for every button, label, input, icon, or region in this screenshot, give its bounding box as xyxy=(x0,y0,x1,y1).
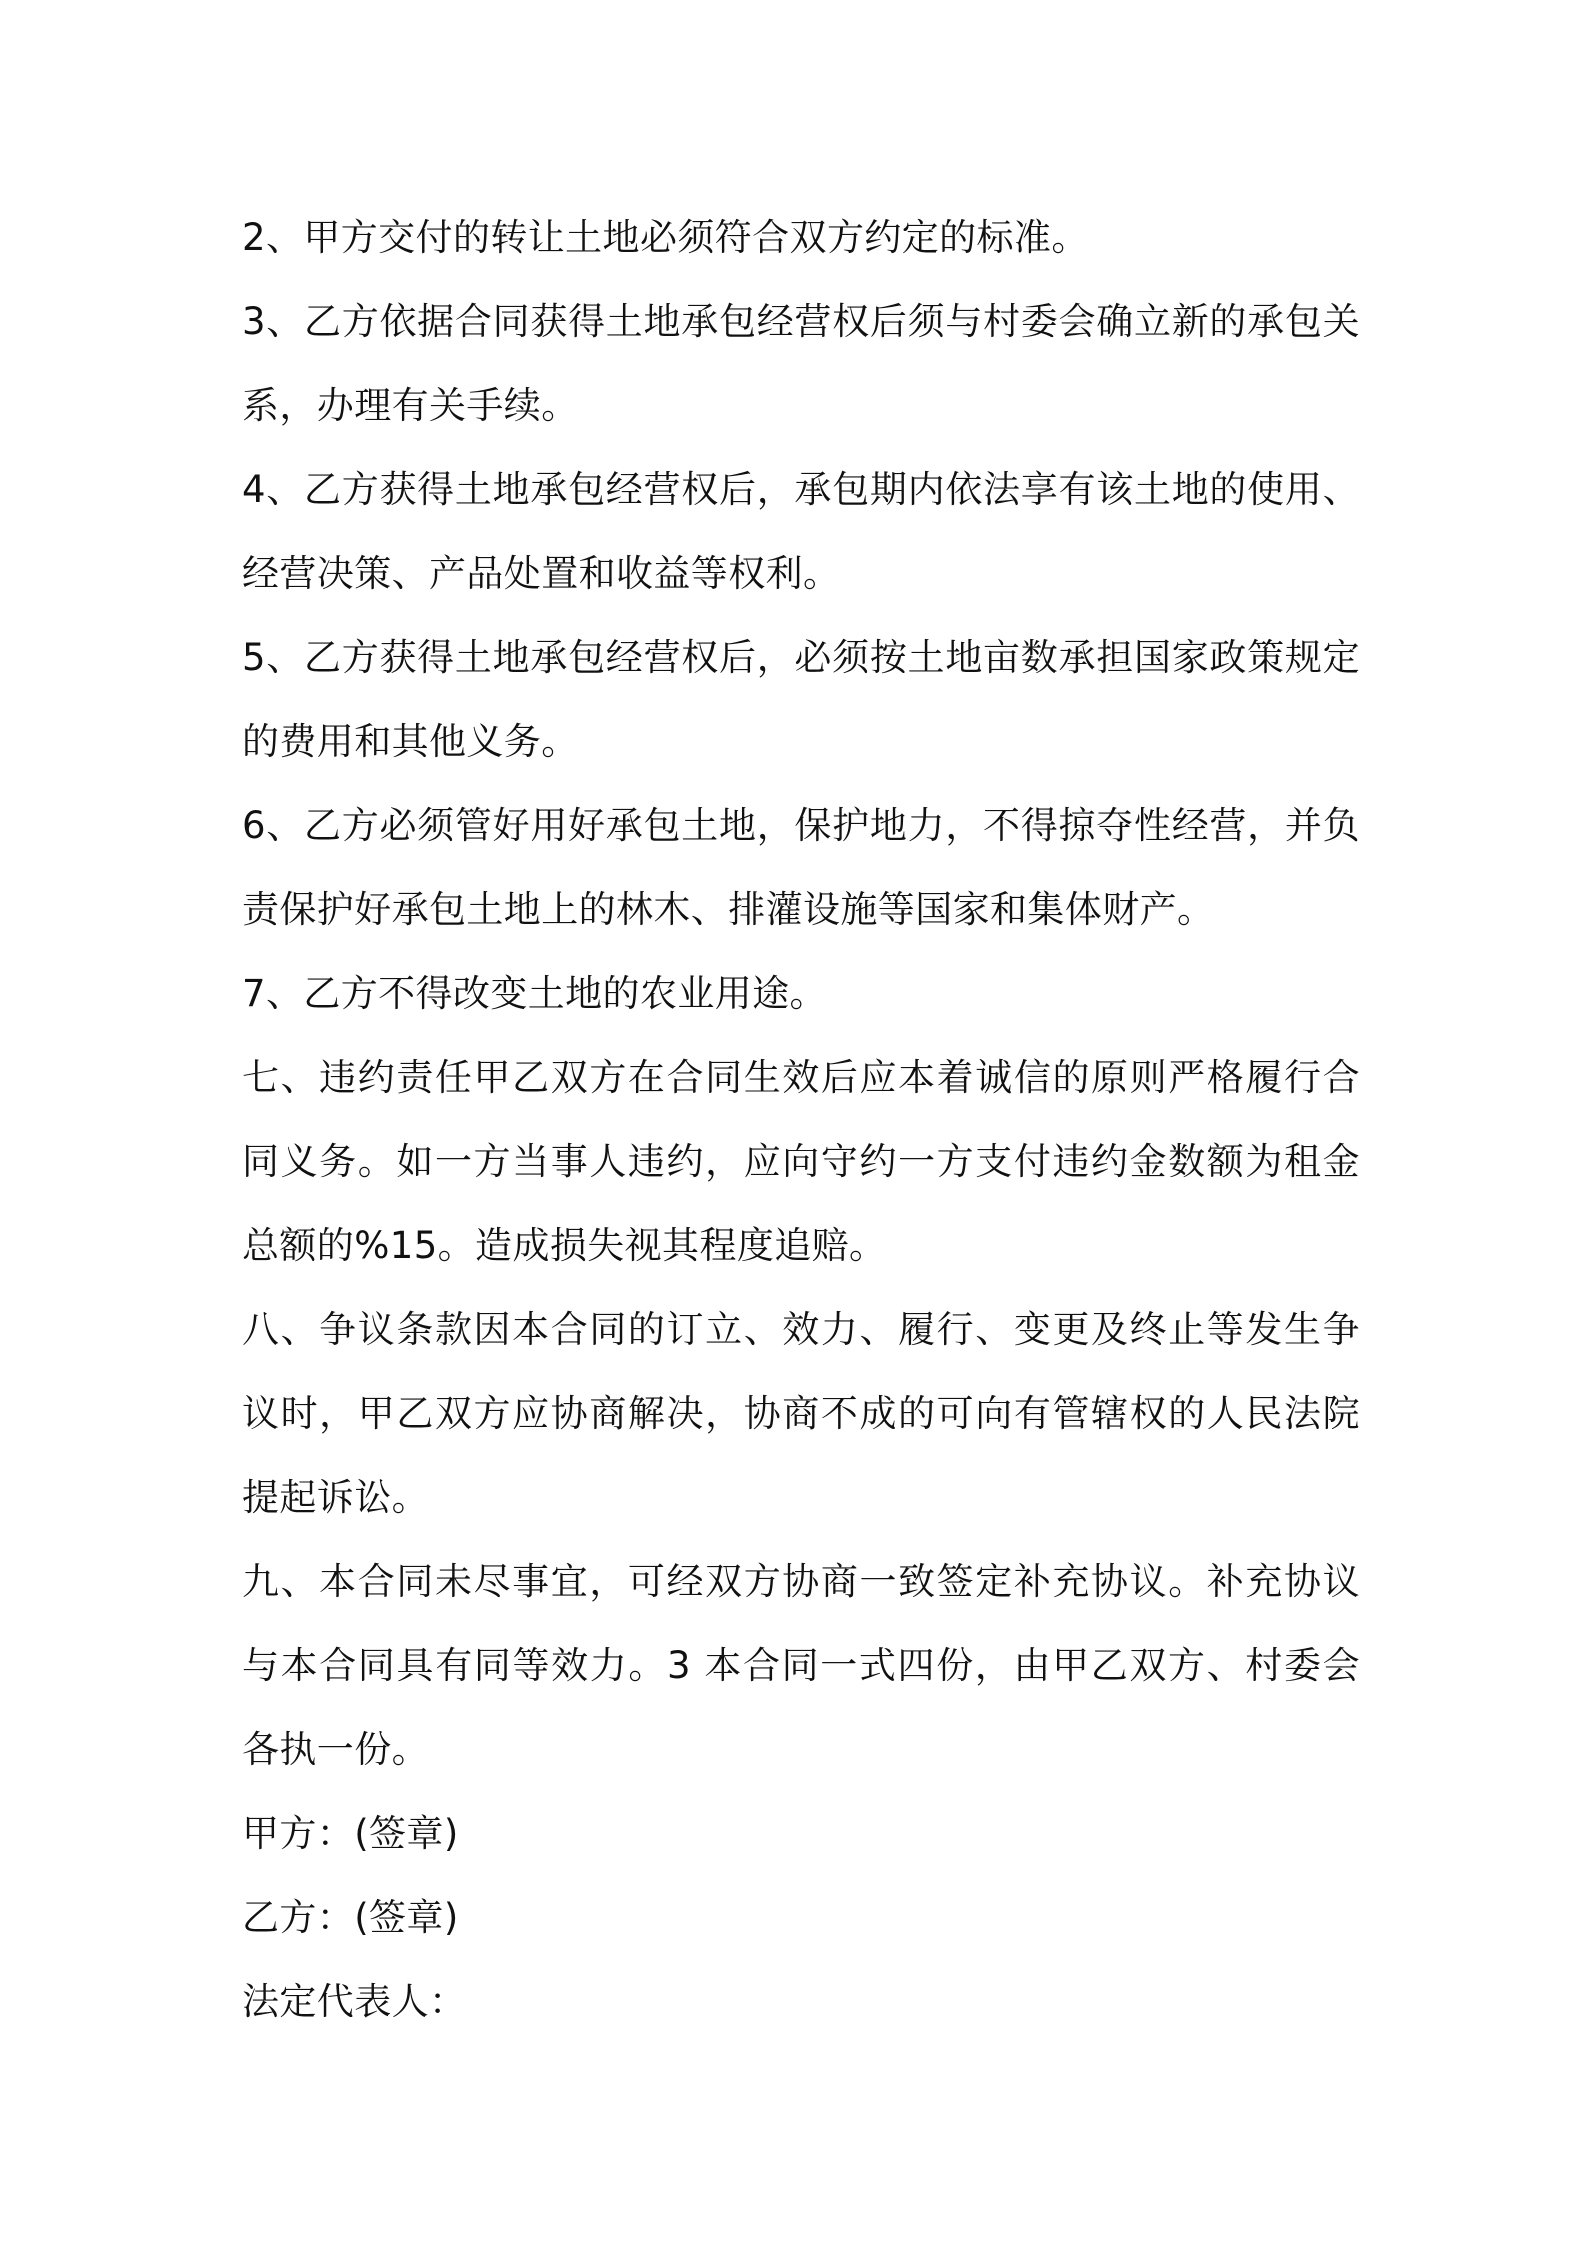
section-dispute-terms: 八、争议条款因本合同的订立、效力、履行、变更及终止等发生争议时，甲乙双方应协商解决，协商不成的可向有管辖权的人民法院提起诉讼。 xyxy=(242,1308,1360,1519)
section-misc-terms: 九、本合同未尽事宜，可经双方协商一致签定补充协议。补充协议与本合同具有同等效力。3 本合同一式四份，由甲乙双方、村委会各执一份。 xyxy=(242,1560,1360,1771)
clause-6: 6、乙方必须管好用好承包土地，保护地力，不得掠夺性经营，并负责保护好承包土地上的林木、排灌设施等国家和集体财产。 xyxy=(242,804,1360,931)
clause-7: 7、乙方不得改变土地的农业用途。 xyxy=(242,972,827,1015)
signature-party-a: 甲方：(签章) xyxy=(242,1812,459,1855)
document-body xyxy=(242,196,1360,2044)
section-breach-liability: 七、违约责任甲乙双方在合同生效后应本着诚信的原则严格履行合同义务。如一方当事人违约，应向守约一方支付违约金数额为租金总额的%15。造成损失视其程度追赔。 xyxy=(242,1056,1360,1267)
clause-3: 3、乙方依据合同获得土地承包经营权后须与村委会确立新的承包关系，办理有关手续。 xyxy=(242,300,1360,427)
clause-4: 4、乙方获得土地承包经营权后，承包期内依法享有该土地的使用、经营决策、产品处置和收益等权利。 xyxy=(242,468,1360,595)
clause-5: 5、乙方获得土地承包经营权后，必须按土地亩数承担国家政策规定的费用和其他义务。 xyxy=(242,636,1360,763)
clause-2: 2、甲方交付的转让土地必须符合双方约定的标准。 xyxy=(242,216,1089,259)
signature-party-b: 乙方：(签章) xyxy=(242,1896,459,1939)
signature-legal-rep: 法定代表人： xyxy=(242,1980,467,2023)
